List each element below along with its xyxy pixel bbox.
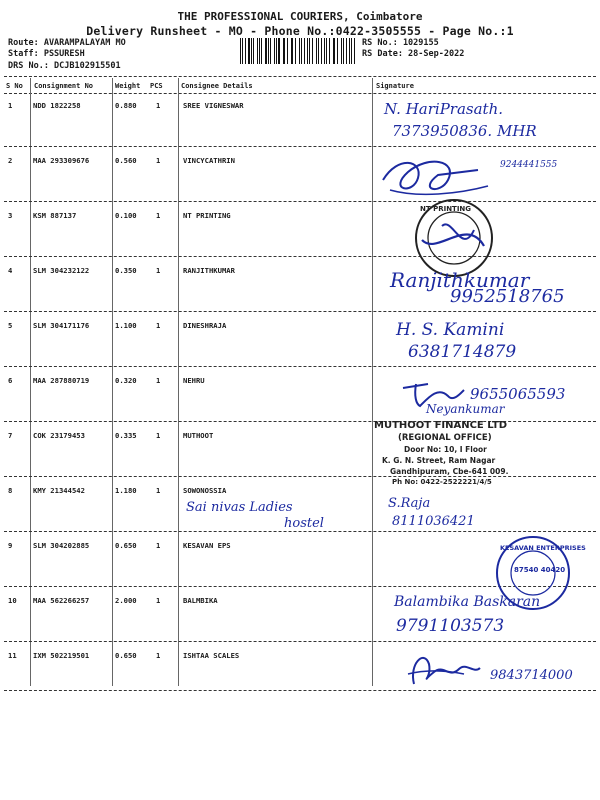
row-consignment-no: MAA 293309676 [33, 156, 90, 165]
barcode-bar [326, 38, 327, 64]
row-sno: 5 [8, 321, 13, 330]
stamp-text: Ph No: 0422-2522221/4/5 [392, 478, 492, 486]
row-pcs: 1 [156, 651, 161, 660]
barcode-bar [274, 38, 275, 64]
row-consignment-no: SLM 304232122 [33, 266, 90, 275]
header-top-rule [4, 76, 596, 77]
signature-scribble [378, 150, 498, 202]
signature-scribble [404, 644, 484, 692]
row-rule [4, 201, 596, 202]
barcode-bar [251, 38, 252, 64]
row-weight: 0.560 [115, 156, 137, 165]
row-consignment-no: SLM 304171176 [33, 321, 90, 330]
row-consignment-no: SLM 304202885 [33, 541, 90, 550]
handwritten-phone: 9655065593 [470, 385, 566, 403]
barcode-bar [240, 38, 241, 64]
stamp-text: 87540 40420 [514, 566, 566, 574]
handwritten-note: Sai nivas Ladies [186, 500, 293, 515]
barcode-bar [307, 38, 308, 64]
handwritten-name: H. S. Kamini [396, 320, 505, 340]
barcode-bar [253, 38, 254, 64]
handwritten-phone: 9791103573 [396, 616, 505, 636]
col-header-consignee: Consignee Details [181, 82, 253, 90]
handwritten-name: Neyankumar [426, 402, 505, 416]
handwritten-phone: 9843714000 [490, 668, 573, 683]
handwritten-phone: 9952518765 [450, 286, 565, 307]
row-weight: 0.335 [115, 431, 137, 440]
row-consignment-no: KSM 887137 [33, 211, 77, 220]
row-weight: 1.100 [115, 321, 137, 330]
row-consignment-no: COK 23179453 [33, 431, 85, 440]
barcode-bar [283, 38, 284, 64]
barcode-bar [346, 38, 347, 64]
barcode-bar [287, 38, 288, 64]
row-pcs: 1 [156, 101, 161, 110]
barcode-bar [318, 38, 319, 64]
row-consignee: NEHRU [183, 376, 205, 385]
rs-date: RS Date: 28-Sep-2022 [362, 49, 465, 59]
barcode-bar [343, 38, 344, 64]
company-title: THE PROFESSIONAL COURIERS, Coimbatore [177, 10, 423, 23]
row-pcs: 1 [156, 431, 161, 440]
barcode-bar [351, 38, 352, 64]
row-consignee: DINESHRAJA [183, 321, 227, 330]
barcode-bar [354, 38, 355, 64]
barcode-bar [284, 38, 285, 64]
row-pcs: 1 [156, 541, 161, 550]
barcode-bar [324, 38, 325, 64]
row-sno: 2 [8, 156, 13, 165]
barcode-bar [299, 38, 301, 64]
barcode-bar [276, 38, 277, 64]
drs-number: DRS No.: DCJB102915501 [8, 61, 121, 71]
row-consignment-no: MAA 287880719 [33, 376, 90, 385]
handwritten-name: S.Raja [388, 496, 431, 511]
stamp-text: Gandhipuram, Cbe-641 009. [390, 467, 509, 476]
stamp-text: K. G. N. Street, Ram Nagar [382, 456, 496, 465]
row-consignee: SREE VIGNESWAR [183, 101, 244, 110]
row-pcs: 1 [156, 266, 161, 275]
row-rule [4, 641, 596, 642]
row-rule [4, 421, 596, 422]
handwritten-phone: 8111036421 [392, 514, 475, 529]
handwritten-name: Ranjithkumar [390, 268, 530, 292]
row-weight: 1.180 [115, 486, 137, 495]
row-sno: 3 [8, 211, 13, 220]
handwritten-phone: 9244441555 [500, 160, 558, 170]
header-bottom-rule [4, 93, 596, 94]
row-consignee: VINCYCATHRIN [183, 156, 235, 165]
barcode-bar [268, 38, 269, 64]
column-divider [30, 78, 31, 686]
barcode-bar [261, 38, 262, 64]
row-sno: 9 [8, 541, 13, 550]
row-rule [4, 256, 596, 257]
row-rule [4, 311, 596, 312]
stamp-text: NT PRINTING [420, 205, 472, 213]
row-weight: 0.320 [115, 376, 137, 385]
row-weight: 0.880 [115, 101, 137, 110]
barcode-bar [265, 38, 267, 64]
row-consignment-no: NDD 1822258 [33, 101, 81, 110]
row-consignee: KESAVAN EPS [183, 541, 231, 550]
col-header-signature: Signature [376, 82, 414, 90]
runsheet-subtitle: Delivery Runsheet - MO - Phone No.:0422-3505555 - Page No.:1 [86, 24, 514, 38]
row-sno: 6 [8, 376, 13, 385]
row-rule [4, 146, 596, 147]
row-pcs: 1 [156, 596, 161, 605]
row-pcs: 1 [156, 486, 161, 495]
barcode-bar [245, 38, 246, 64]
row-sno: 10 [8, 596, 17, 605]
row-pcs: 1 [156, 156, 161, 165]
handwritten-name: Balambika Baskaran [394, 594, 541, 610]
row-rule [4, 366, 596, 367]
stamp-text: KESAVAN ENTERPRISES [500, 544, 586, 552]
barcode-bar [257, 38, 258, 64]
column-divider [112, 78, 113, 686]
row-weight: 0.100 [115, 211, 137, 220]
row-pcs: 1 [156, 376, 161, 385]
barcode-bar [278, 38, 280, 64]
column-divider [372, 78, 373, 686]
col-header-weight: Weight [115, 82, 141, 90]
row-sno: 7 [8, 431, 13, 440]
barcode-bar [242, 38, 243, 64]
row-consignee: NT PRINTING [183, 211, 231, 220]
handwritten-name: N. HariPrasath. [384, 100, 503, 118]
row-weight: 0.650 [115, 651, 137, 660]
row-consignee: BALMBIKA [183, 596, 218, 605]
barcode [240, 38, 358, 64]
row-sno: 4 [8, 266, 13, 275]
barcode-bar [248, 38, 250, 64]
rs-number: RS No.: 1029155 [362, 38, 439, 48]
barcode-bar [337, 38, 339, 64]
row-rule [4, 531, 596, 532]
column-divider [178, 78, 179, 686]
barcode-bar [304, 38, 305, 64]
staff-label: Staff: PSSURESH [8, 49, 85, 59]
row-pcs: 1 [156, 321, 161, 330]
barcode-bar [333, 38, 334, 64]
row-consignment-no: MAA 562266257 [33, 596, 90, 605]
row-weight: 0.650 [115, 541, 137, 550]
row-consignment-no: IXM 502219501 [33, 651, 90, 660]
table-bottom-rule [4, 690, 596, 691]
row-rule [4, 476, 596, 477]
stamp-text: Door No: 10, I Floor [404, 445, 487, 454]
col-header-pcs: PCS [150, 82, 163, 90]
barcode-bar [295, 38, 296, 64]
barcode-bar [334, 38, 335, 64]
col-header-consignment: Consignment No [34, 82, 94, 90]
barcode-bar [309, 38, 310, 64]
handwritten-phone: 6381714879 [408, 342, 517, 362]
row-consignment-no: KMY 21344542 [33, 486, 85, 495]
barcode-bar [321, 38, 322, 64]
row-sno: 8 [8, 486, 13, 495]
handwritten-note: hostel [284, 516, 324, 531]
row-sno: 1 [8, 101, 13, 110]
row-weight: 2.000 [115, 596, 137, 605]
row-consignee: ISHTAA SCALES [183, 651, 240, 660]
barcode-bar [270, 38, 271, 64]
row-weight: 0.350 [115, 266, 137, 275]
row-consignee: SOWONOSSIA [183, 486, 227, 495]
barcode-bar [259, 38, 260, 64]
row-pcs: 1 [156, 211, 161, 220]
col-header-sno: S No [6, 82, 23, 90]
barcode-bar [329, 38, 330, 64]
row-consignee: RANJITHKUMAR [183, 266, 235, 275]
row-consignee: MUTHOOT [183, 431, 214, 440]
barcode-bar [349, 38, 350, 64]
route-label: Route: AVARAMPALAYAM MO [8, 38, 126, 48]
barcode-bar [301, 38, 302, 64]
handwritten-phone: 7373950836. MHR [392, 122, 537, 140]
row-sno: 11 [8, 651, 17, 660]
barcode-bar [292, 38, 293, 64]
barcode-bar [312, 38, 313, 64]
stamp-text: (REGIONAL OFFICE) [398, 433, 492, 443]
stamp-text: MUTHOOT FINANCE LTD [374, 420, 508, 431]
barcode-bar [316, 38, 318, 64]
barcode-bar [341, 38, 342, 64]
barcode-bar [291, 38, 292, 64]
